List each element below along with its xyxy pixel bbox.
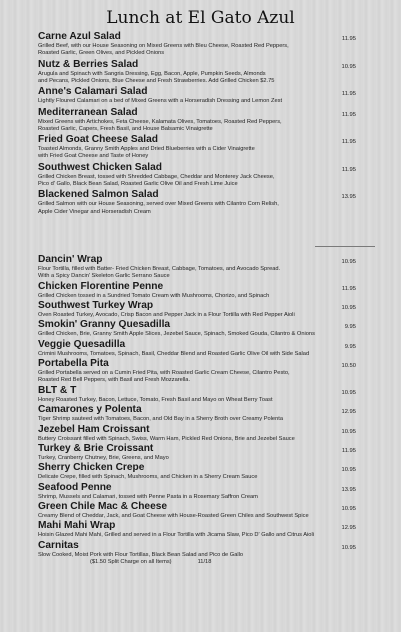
menu-item-price: 13.95	[341, 486, 356, 493]
menu-item-price: 10.95	[341, 544, 356, 551]
menu-item-description: Grilled Salmon with our House Seasoning, served over Mixed Greens with Cilantro Corn Relish,	[38, 201, 279, 208]
menu-item-description: Grilled Chicken Breast, tossed with Shredded Cabbage, Cheddar and Monterey Jack Cheese,	[38, 173, 275, 180]
menu-item-name: Anne's Calamari Salad	[38, 86, 148, 98]
menu-item-description: with Fried Goat Cheese and Taste of Honey	[38, 153, 149, 160]
menu-item-name: Southwest Turkey Wrap	[38, 299, 154, 311]
menu-item-name: Mediterranean Salad	[38, 106, 138, 118]
menu-item-name: Southwest Chicken Salad	[38, 161, 162, 173]
menu-item-description: Shrimp, Mussels and Calamari, tossed with Penne Pasta in a Rosemary Saffron Cream	[38, 493, 258, 500]
menu-item-description: Grilled Beef, with our House Seasoning on Mixed Greens with Bleu Cheese, Roasted Red Peppers,	[38, 43, 289, 49]
menu-item-price: 11.95	[341, 447, 356, 454]
menu-item-name: Blackened Salmon Salad	[38, 189, 159, 201]
menu-item	[38, 107, 356, 133]
menu-item-description: Pico d' Gallo, Black Bean Salad, Roasted Garlic Olive Oil and Fresh Lime Juice	[38, 180, 238, 187]
menu-item-description: Honey Roasted Turkey, Bacon, Lettuce, Tomato, Fresh Basil and Mayo on Wheat Berry Toast	[38, 396, 273, 403]
menu-item	[38, 424, 356, 443]
menu-item-price: 11.95	[341, 36, 356, 42]
menu-item-name: Seafood Penne	[38, 481, 112, 493]
menu-item	[38, 501, 356, 520]
menu-item	[38, 254, 356, 280]
menu-item-description: Slow Cooked, Moist Pork with Flour Tortillas, Black Bean Salad and Pico de Gallo	[38, 551, 244, 558]
menu-item	[38, 281, 356, 300]
menu-item-description: Delicate Crepe, filled with Spinach, Mushrooms, and Chicken in a Sherry Cream Sauce	[38, 474, 258, 481]
menu-date: 11/18	[197, 559, 212, 566]
split-charge-note: ($1.50 Split Charge on all Items)	[90, 559, 172, 566]
menu-item	[38, 404, 356, 423]
menu-item-price: 10.95	[341, 428, 356, 435]
menu-item-description: Mixed Greens with Artichokes, Feta Cheese, Kalamata Olives, Tomatoes, Roasted Red Peppers,	[38, 118, 282, 125]
menu-item-price: 10.95	[341, 389, 356, 396]
menu-item-description: Grilled Chicken, Brie, Granny Smith Apple Slices, Jezebel Sauce, Spinach, Smoked Gouda, Cilantro & Onions	[38, 331, 315, 338]
menu-item-price: 11.95	[341, 111, 356, 118]
menu-item-description: Lightly Floured Calamari on a bed of Mixed Greens with a Horseradish Dressing and Lemon Zest	[38, 98, 283, 105]
menu-item-price: 11.95	[341, 166, 356, 173]
menu-item-description: Grilled Portabella served on a Cumin Fried Pita, with Roasted Garlic Cream Cheese, Cilantro Pesto,	[38, 370, 290, 377]
menu-item-price: 10.95	[341, 506, 356, 513]
menu-item-name: Smokin' Granny Quesadilla	[38, 319, 171, 331]
menu-item-description: Hoisin Glazed Mahi Mahi, Grilled and served in a Flour Tortilla with Jicama Slaw, Pico D' Gallo and Citrus Aioli	[38, 532, 314, 539]
menu-item-description: Creamy Blend of Cheddar, Jack, and Goat Cheese with House-Roasted Green Chiles and Southwest Spice	[38, 513, 309, 520]
menu-item-description: Roasted Garlic, Capers, Fresh Basil, and House Balsamic Vinaigrette	[38, 125, 213, 132]
menu-item-name: BLT & T	[38, 384, 77, 396]
menu-item-description: Toasted Almonds, Granny Smith Apples and Dried Blueberries with a Cider Vinaigrette	[38, 146, 255, 153]
menu-item-price: 9.95	[344, 324, 356, 331]
menu-item	[38, 189, 356, 215]
section-divider	[315, 246, 375, 247]
menu-item	[38, 540, 356, 559]
menu-item-description: Roasted Red Bell Peppers, with Basil and Fresh Mozzarella.	[38, 377, 191, 384]
menu-item-name: Dancin' Wrap	[38, 254, 103, 265]
menu-item-description: and Pecans, Pickled Onions, Blue Cheese and Fresh Strawberries. Add Grilled Chicken $2.75	[38, 77, 275, 84]
menu-item-price: 9.95	[344, 343, 356, 350]
menu-item-name: Green Chile Mac & Cheese	[38, 501, 168, 513]
menu-item-price: 10.95	[341, 467, 356, 474]
menu-item	[38, 134, 356, 160]
menu-item	[38, 59, 356, 85]
menu-title: Lunch at El Gato Azul	[106, 8, 295, 28]
menu-item-name: Fried Goat Cheese Salad	[38, 134, 159, 146]
menu-item	[38, 520, 356, 539]
menu-item-description: Tiger Shrimp sauteed with Tomatoes, Bacon, and Old Bay in a Sherry Broth over Creamy Polenta	[38, 416, 283, 423]
menu-item-price: 11.95	[341, 139, 356, 146]
menu-item	[38, 31, 356, 57]
menu-item	[38, 385, 356, 404]
menu-item-name: Veggie Quesadilla	[38, 338, 126, 350]
menu-item-price: 10.95	[341, 63, 356, 70]
menu-footer	[38, 559, 356, 565]
menu-item	[38, 86, 356, 105]
menu-item-price: 13.95	[341, 194, 356, 201]
menu-item-description: Oven Roasted Turkey, Avocado, Crisp Bacon and Pepper Jack in a Flour Tortilla with Red Pepper Aioli	[38, 311, 295, 318]
menu-item-description: Arugula and Spinach with Sangria Dressing, Egg, Bacon, Apple, Pumpkin Seeds, Almonds	[38, 70, 266, 77]
menu-item-name: Camarones y Polenta	[38, 404, 142, 416]
menu-item-description: Turkey, Cranberry Chutney, Brie, Greens, and Mayo	[38, 454, 169, 461]
menu-item-description: Flour Tortilla, filled with Batter- Fried Chicken Breast, Cabbage, Tomatoes, and Avocado Spread.	[38, 266, 281, 272]
menu-item-price: 10.95	[341, 259, 356, 265]
menu-item-description: Roasted Garlic, Green Olives, and Pickled Onions	[38, 50, 165, 57]
menu-item-price: 11.95	[341, 91, 356, 98]
menu-item-description: Crimini Mushrooms, Tomatoes, Spinach, Basil, Cheddar Blend and Roasted Garlic Olive Oil with Side Salad	[38, 350, 310, 357]
menu-item-description: Buttery Croissant filled with Spinach, Swiss, Warm Ham, Pickled Red Onions, Brie and Jezebel Sauce	[38, 435, 295, 442]
menu-item-name: Nutz & Berries Salad	[38, 58, 139, 70]
menu-item-name: Portabella Pita	[38, 358, 109, 370]
menu-item	[38, 482, 356, 501]
salads-section	[38, 31, 356, 217]
menu-item-price: 12.95	[341, 525, 356, 532]
menu-item-name: Carne Azul Salad	[38, 31, 121, 42]
menu-item-price: 10.95	[341, 304, 356, 311]
menu-item-name: Sherry Chicken Crepe	[38, 462, 145, 474]
menu-item-name: Jezebel Ham Croissant	[38, 423, 150, 435]
menu-item-description: With a Spicy Dancin' Skeleton Garlic Serrano Sauce	[38, 273, 170, 280]
menu-item	[38, 300, 356, 319]
menu-item-name: Carnitas	[38, 539, 79, 551]
menu-item-name: Turkey & Brie Croissant	[38, 442, 154, 454]
menu-item	[38, 358, 356, 384]
menu-item-description: Grilled Chicken tossed in a Sundried Tomato Cream with Mushrooms, Chorizo, and Spinach	[38, 292, 270, 299]
menu-item	[38, 162, 356, 188]
menu-item-name: Mahi Mahi Wrap	[38, 520, 116, 532]
menu-item	[38, 443, 356, 462]
menu-item	[38, 319, 356, 338]
menu-item-name: Chicken Florentine Penne	[38, 280, 164, 292]
menu-item-description: Apple Cider Vinegar and Horseradish Cream	[38, 208, 151, 215]
menu-item-price: 11.95	[341, 285, 356, 292]
menu-item-price: 12.95	[341, 409, 356, 416]
menu-item-price: 10.50	[341, 363, 356, 370]
menu-item	[38, 339, 356, 358]
entrees-section	[38, 254, 356, 565]
menu-item	[38, 462, 356, 481]
